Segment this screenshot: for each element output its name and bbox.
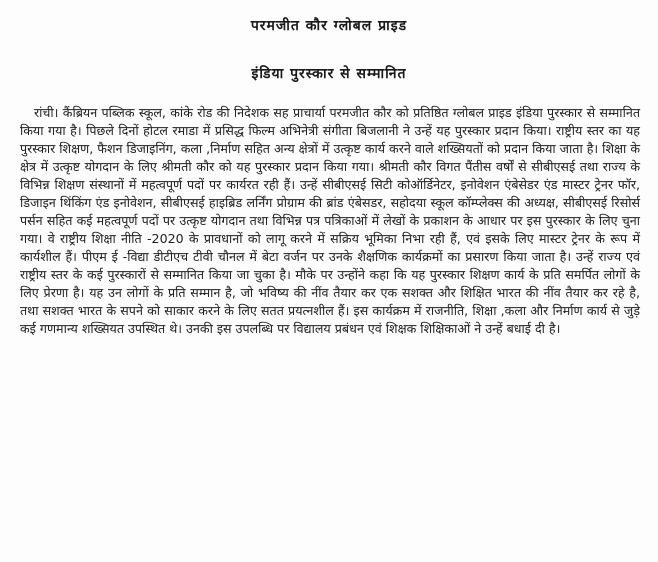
headline-line-2: इंडिया पुरस्कार से सम्मानित (251, 66, 407, 82)
article-body: रांची। कैंब्रियन पब्लिक स्कूल, कांके रोड की निदेशक सह प्राचार्या परमजीत कौर को प्रतिष्ठित ग्लोबल प्राइड इंडिया पुरस्कार से सम्मानित किया गया है। पिछले दिनों होटल रमाडा में प्रसिद्ध फिल्म अभिनेत्री संगीता बिजलानी ने उन्हें यह पुरस्कार प्रदान किया। राष्ट्रीय स्तर का यह पुरस्कार शिक्षण, फैशन डिजाइनिंग, कला ,निर्माण सहित अन्य क्षेत्रों में उत्कृष्ट कार्य करने वाले शख्सियतों को प्रदान किया जाता है। शिक्षा के क्षेत्र में उत्कृष्ट योगदान के लिए श्रीमती कौर को यह पुरस्कार प्रदान किया गया। श्रीमती कौर विगत पैंतीस वर्षों से सीबीएसई तथा राज्य के विभिन्न शिक्षण संस्थानों में महत्वपूर्ण पदों पर कार्यरत रही हैं। उन्हें सीबीएसई सिटी कोऑर्डिनेटर, इनोवेशन एंबेसेडर एंड मास्टर ट्रेनर फॉर, डिजाइन थिंकिंग एंड इनोवेशन, सीबीएसई हाइब्रिड लर्निंग प्रोग्राम की ब्रांड एंबेसडर, सहोदया स्कूल कॉम्प्लेक्स की अध्यक्ष, सीबीएसई रिसोर्स पर्सन सहित कई महत्वपूर्ण पदों पर उत्कृष्ट योगदान तथा विभिन्न पत्र पत्रिकाओं में लेखों के प्रकाशन के आधार पर इस पुरस्कार के लिए चुना गया। वे राष्ट्रीय शिक्षा नीति -2020 के प्रावधानों को लागू करने में सक्रिय भूमिका निभा रही हैं, एवं इसके लिए मास्टर ट्रेनर के रूप में कार्यशील हैं। पीएम ई -विद्या डीटीएच टीवी चौनल में बेटा वर्जन पर उनके शैक्षणिक कार्यक्रमों का प्रसारण किया जाता है। उन्हें राज्य एवं राष्ट्रीय स्तर के कई पुरस्कारों से सम्मानित किया जा चुका है। मौके पर उन्होंने कहा कि यह पुरस्कार शिक्षण कार्य के प्रति समर्पित लोगों के लिए प्रेरणा है। यह उन लोगों के प्रति सम्मान है, जो भविष्य की नींव तैयार कर एक सशक्त और शिक्षित भारत की नींव तैयार कर रहे है, तथा सशक्त भारत के सपने को साकार करने के लिए सतत प्रयत्नशील हैं। इस कार्यक्रम में राजनीति, शिक्षा ,कला और निर्माण कार्य से जुड़े कई गणमान्य शख्सियत उपस्थित थे। उनकी इस उपलब्धि पर विद्यालय प्रबंधन एवं शिक्षक शिक्षिकाओं ने उन्हें बधाई दी है। (20, 105, 640, 336)
headline-line-1: परमजीत कौर ग्लोबल प्राइड (250, 18, 408, 34)
